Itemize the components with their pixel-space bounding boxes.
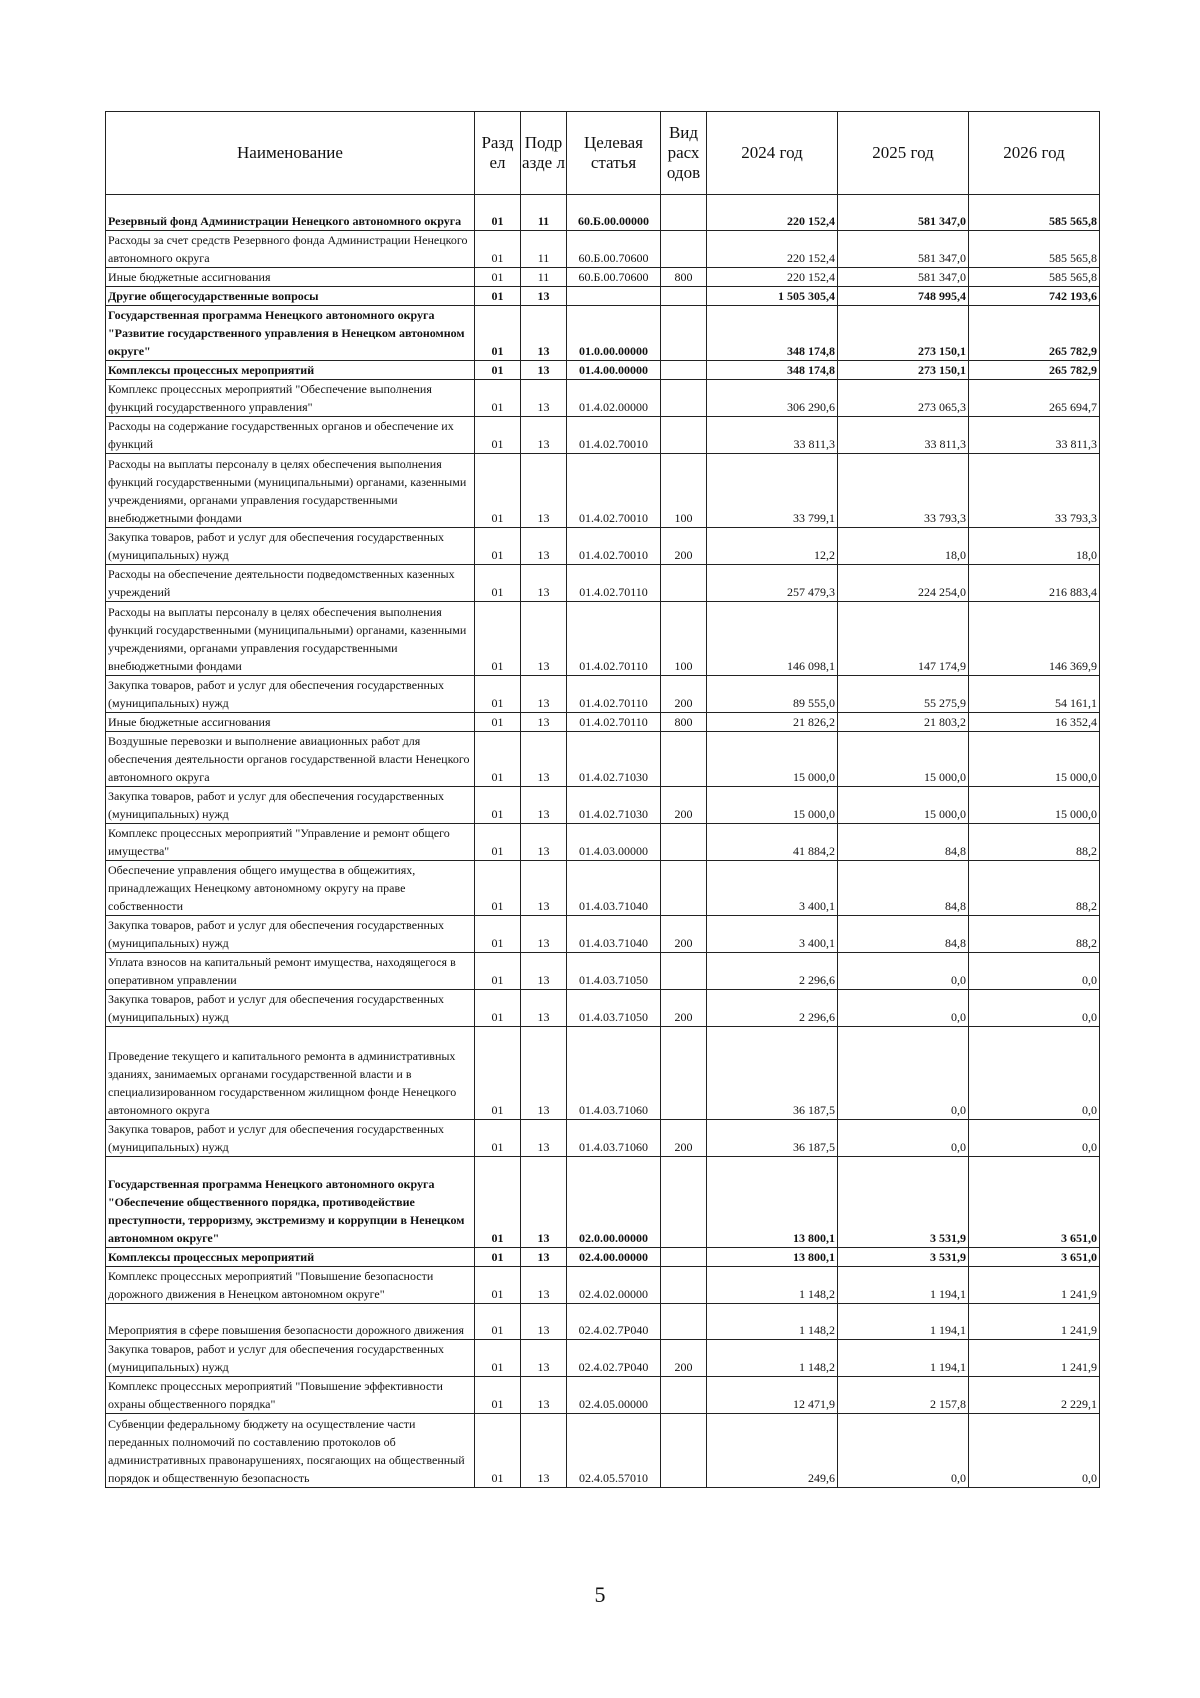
cell-year-2026: 146 369,9	[969, 602, 1100, 676]
cell-expense-type	[661, 306, 707, 361]
cell-expense-type: 800	[661, 268, 707, 287]
cell-subsection: 13	[521, 287, 567, 306]
table-row	[106, 824, 1100, 861]
cell-subsection: 13	[521, 565, 567, 602]
cell-target-article: 02.4.00.00000	[567, 1248, 661, 1267]
cell-name: Проведение текущего и капитального ремонта в административных зданиях, занимаемых органами государственной власти и в специализированном государственном жилищном фонде Ненецкого автономного округа	[106, 1027, 475, 1120]
cell-expense-type	[661, 1027, 707, 1120]
cell-expense-type	[661, 565, 707, 602]
cell-year-2025: 0,0	[838, 990, 969, 1027]
cell-year-2024: 21 826,2	[707, 713, 838, 732]
cell-target-article: 01.4.02.71030	[567, 732, 661, 787]
cell-subsection: 13	[521, 824, 567, 861]
cell-name: Воздушные перевозки и выполнение авиационных работ для обеспечения деятельности органов государственной власти Ненецкого автономного округа	[106, 732, 475, 787]
cell-section: 01	[475, 1340, 521, 1377]
cell-target-article: 01.4.03.71040	[567, 916, 661, 953]
cell-year-2025: 33 793,3	[838, 454, 969, 528]
cell-name: Комплекс процессных мероприятий "Управление и ремонт общего имущества"	[106, 824, 475, 861]
cell-target-article: 60.Б.00.70600	[567, 268, 661, 287]
cell-year-2025: 1 194,1	[838, 1304, 969, 1340]
cell-name: Расходы на содержание государственных органов и обеспечение их функций	[106, 417, 475, 454]
cell-section: 01	[475, 565, 521, 602]
table-row	[106, 417, 1100, 454]
table-row	[106, 1027, 1100, 1120]
cell-expense-type	[661, 861, 707, 916]
cell-name: Расходы на выплаты персоналу в целях обеспечения выполнения функций государственными (муниципальными) органами, казенными учреждениями, органами управления государственными внебюджетными фондами	[106, 454, 475, 528]
cell-year-2026: 0,0	[969, 953, 1100, 990]
cell-name: Субвенции федеральному бюджету на осуществление части переданных полномочий по составлению протоколов об административных правонарушениях, посягающих на общественный порядок и общественную безопасность	[106, 1414, 475, 1488]
cell-section: 01	[475, 1027, 521, 1120]
cell-name: Резервный фонд Администрации Ненецкого автономного округа	[106, 195, 475, 231]
table-row	[106, 1248, 1100, 1267]
header-subsection: Подр азде л	[521, 112, 567, 195]
table-row	[106, 565, 1100, 602]
cell-target-article: 02.4.02.7Р040	[567, 1340, 661, 1377]
cell-year-2024: 348 174,8	[707, 306, 838, 361]
cell-year-2026: 585 565,8	[969, 268, 1100, 287]
cell-target-article: 01.4.02.70110	[567, 602, 661, 676]
cell-year-2026: 216 883,4	[969, 565, 1100, 602]
cell-section: 01	[475, 1157, 521, 1248]
cell-subsection: 11	[521, 268, 567, 287]
cell-year-2024: 306 290,6	[707, 380, 838, 417]
cell-expense-type: 200	[661, 676, 707, 713]
table-row	[106, 787, 1100, 824]
cell-name: Закупка товаров, работ и услуг для обеспечения государственных (муниципальных) нужд	[106, 787, 475, 824]
cell-year-2026: 742 193,6	[969, 287, 1100, 306]
cell-subsection: 13	[521, 861, 567, 916]
cell-year-2026: 585 565,8	[969, 231, 1100, 268]
cell-year-2025: 2 157,8	[838, 1377, 969, 1414]
cell-section: 01	[475, 602, 521, 676]
cell-section: 01	[475, 953, 521, 990]
cell-year-2024: 1 505 305,4	[707, 287, 838, 306]
cell-expense-type: 200	[661, 1120, 707, 1157]
cell-year-2024: 146 098,1	[707, 602, 838, 676]
cell-year-2026: 88,2	[969, 824, 1100, 861]
cell-target-article: 02.0.00.00000	[567, 1157, 661, 1248]
cell-subsection: 13	[521, 1304, 567, 1340]
cell-year-2024: 12,2	[707, 528, 838, 565]
cell-section: 01	[475, 306, 521, 361]
table-row	[106, 1304, 1100, 1340]
cell-target-article: 60.Б.00.00000	[567, 195, 661, 231]
cell-expense-type	[661, 380, 707, 417]
cell-target-article: 01.4.03.00000	[567, 824, 661, 861]
cell-name: Обеспечение управления общего имущества в общежитиях, принадлежащих Ненецкому автономному округу на праве собственности	[106, 861, 475, 916]
cell-target-article: 01.4.03.71040	[567, 861, 661, 916]
cell-year-2024: 13 800,1	[707, 1248, 838, 1267]
cell-expense-type	[661, 195, 707, 231]
cell-name: Расходы на выплаты персоналу в целях обеспечения выполнения функций государственными (муниципальными) органами, казенными учреждениями, органами управления государственными внебюджетными фондами	[106, 602, 475, 676]
table-row	[106, 1377, 1100, 1414]
header-target-article: Целевая статья	[567, 112, 661, 195]
cell-target-article: 02.4.02.7Р040	[567, 1304, 661, 1340]
cell-section: 01	[475, 454, 521, 528]
cell-year-2025: 273 065,3	[838, 380, 969, 417]
cell-year-2024: 249,6	[707, 1414, 838, 1488]
cell-section: 01	[475, 713, 521, 732]
cell-year-2025: 55 275,9	[838, 676, 969, 713]
cell-year-2026: 15 000,0	[969, 732, 1100, 787]
cell-expense-type: 800	[661, 713, 707, 732]
cell-year-2025: 224 254,0	[838, 565, 969, 602]
cell-section: 01	[475, 1267, 521, 1304]
cell-year-2025: 0,0	[838, 1027, 969, 1120]
table-row	[106, 1157, 1100, 1248]
cell-expense-type	[661, 1377, 707, 1414]
cell-year-2024: 220 152,4	[707, 268, 838, 287]
cell-name: Закупка товаров, работ и услуг для обеспечения государственных (муниципальных) нужд	[106, 916, 475, 953]
table-row	[106, 287, 1100, 306]
cell-expense-type: 200	[661, 990, 707, 1027]
table-header-row	[106, 112, 1100, 195]
cell-year-2025: 18,0	[838, 528, 969, 565]
cell-year-2025: 1 194,1	[838, 1340, 969, 1377]
cell-year-2026: 88,2	[969, 861, 1100, 916]
cell-year-2024: 220 152,4	[707, 231, 838, 268]
cell-section: 01	[475, 1377, 521, 1414]
cell-year-2026: 585 565,8	[969, 195, 1100, 231]
cell-year-2026: 0,0	[969, 1027, 1100, 1120]
cell-expense-type	[661, 1157, 707, 1248]
table-row	[106, 732, 1100, 787]
table-row	[106, 1414, 1100, 1488]
cell-subsection: 13	[521, 1157, 567, 1248]
cell-name: Иные бюджетные ассигнования	[106, 713, 475, 732]
table-body	[106, 195, 1100, 1488]
cell-name: Иные бюджетные ассигнования	[106, 268, 475, 287]
cell-year-2024: 41 884,2	[707, 824, 838, 861]
cell-expense-type	[661, 953, 707, 990]
cell-name: Комплекс процессных мероприятий "Обеспечение выполнения функций государственного управления"	[106, 380, 475, 417]
cell-year-2024: 12 471,9	[707, 1377, 838, 1414]
cell-year-2026: 1 241,9	[969, 1340, 1100, 1377]
cell-year-2026: 2 229,1	[969, 1377, 1100, 1414]
cell-year-2025: 147 174,9	[838, 602, 969, 676]
cell-year-2024: 257 479,3	[707, 565, 838, 602]
table-row	[106, 528, 1100, 565]
cell-year-2026: 0,0	[969, 990, 1100, 1027]
cell-year-2024: 1 148,2	[707, 1304, 838, 1340]
cell-subsection: 13	[521, 1248, 567, 1267]
cell-name: Закупка товаров, работ и услуг для обеспечения государственных (муниципальных) нужд	[106, 1120, 475, 1157]
cell-year-2026: 88,2	[969, 916, 1100, 953]
cell-target-article: 01.4.03.71060	[567, 1120, 661, 1157]
cell-year-2026: 54 161,1	[969, 676, 1100, 713]
cell-year-2025: 84,8	[838, 861, 969, 916]
cell-section: 01	[475, 417, 521, 454]
header-year-2025: 2025 год	[838, 112, 969, 195]
cell-subsection: 13	[521, 732, 567, 787]
cell-section: 01	[475, 380, 521, 417]
cell-subsection: 13	[521, 1414, 567, 1488]
cell-year-2026: 3 651,0	[969, 1248, 1100, 1267]
cell-year-2025: 15 000,0	[838, 787, 969, 824]
cell-year-2024: 2 296,6	[707, 953, 838, 990]
cell-year-2026: 0,0	[969, 1414, 1100, 1488]
cell-year-2025: 581 347,0	[838, 268, 969, 287]
cell-expense-type	[661, 1248, 707, 1267]
cell-section: 01	[475, 287, 521, 306]
cell-subsection: 13	[521, 528, 567, 565]
cell-subsection: 13	[521, 1267, 567, 1304]
cell-subsection: 13	[521, 713, 567, 732]
cell-year-2026: 15 000,0	[969, 787, 1100, 824]
cell-year-2026: 18,0	[969, 528, 1100, 565]
table-row	[106, 861, 1100, 916]
header-name: Наименование	[106, 112, 475, 195]
cell-expense-type	[661, 417, 707, 454]
cell-expense-type	[661, 231, 707, 268]
cell-year-2024: 1 148,2	[707, 1340, 838, 1377]
cell-year-2026: 0,0	[969, 1120, 1100, 1157]
table-row	[106, 361, 1100, 380]
cell-year-2025: 581 347,0	[838, 231, 969, 268]
cell-year-2025: 84,8	[838, 824, 969, 861]
cell-expense-type	[661, 1304, 707, 1340]
cell-subsection: 13	[521, 602, 567, 676]
cell-section: 01	[475, 824, 521, 861]
cell-target-article: 01.0.00.00000	[567, 306, 661, 361]
table-row	[106, 953, 1100, 990]
table-row	[106, 916, 1100, 953]
cell-section: 01	[475, 268, 521, 287]
cell-target-article: 60.Б.00.70600	[567, 231, 661, 268]
cell-section: 01	[475, 787, 521, 824]
header-expense-type: Вид расх одов	[661, 112, 707, 195]
cell-name: Комплекс процессных мероприятий "Повышение эффективности охраны общественного порядка"	[106, 1377, 475, 1414]
cell-target-article: 01.4.03.71050	[567, 953, 661, 990]
cell-name: Комплексы процессных мероприятий	[106, 1248, 475, 1267]
cell-year-2025: 273 150,1	[838, 306, 969, 361]
cell-year-2026: 33 793,3	[969, 454, 1100, 528]
cell-name: Закупка товаров, работ и услуг для обеспечения государственных (муниципальных) нужд	[106, 528, 475, 565]
cell-subsection: 13	[521, 417, 567, 454]
table-row	[106, 676, 1100, 713]
table-row	[106, 268, 1100, 287]
cell-expense-type: 100	[661, 602, 707, 676]
cell-expense-type	[661, 1414, 707, 1488]
cell-year-2025: 21 803,2	[838, 713, 969, 732]
cell-year-2025: 0,0	[838, 1414, 969, 1488]
cell-year-2026: 265 694,7	[969, 380, 1100, 417]
cell-name: Закупка товаров, работ и услуг для обеспечения государственных (муниципальных) нужд	[106, 1340, 475, 1377]
cell-year-2025: 0,0	[838, 1120, 969, 1157]
cell-year-2024: 33 799,1	[707, 454, 838, 528]
cell-year-2026: 1 241,9	[969, 1304, 1100, 1340]
cell-expense-type: 200	[661, 528, 707, 565]
cell-year-2024: 36 187,5	[707, 1120, 838, 1157]
cell-subsection: 13	[521, 380, 567, 417]
cell-section: 01	[475, 732, 521, 787]
table-row	[106, 1267, 1100, 1304]
cell-year-2026: 16 352,4	[969, 713, 1100, 732]
cell-subsection: 13	[521, 1377, 567, 1414]
cell-name: Закупка товаров, работ и услуг для обеспечения государственных (муниципальных) нужд	[106, 990, 475, 1027]
cell-year-2024: 13 800,1	[707, 1157, 838, 1248]
header-year-2024: 2024 год	[707, 112, 838, 195]
cell-section: 01	[475, 528, 521, 565]
cell-expense-type	[661, 1267, 707, 1304]
cell-year-2024: 33 811,3	[707, 417, 838, 454]
cell-target-article: 02.4.05.57010	[567, 1414, 661, 1488]
cell-year-2025: 84,8	[838, 916, 969, 953]
cell-year-2024: 2 296,6	[707, 990, 838, 1027]
cell-year-2024: 220 152,4	[707, 195, 838, 231]
cell-year-2025: 3 531,9	[838, 1157, 969, 1248]
header-year-2026: 2026 год	[969, 112, 1100, 195]
cell-section: 01	[475, 861, 521, 916]
cell-subsection: 13	[521, 676, 567, 713]
cell-name: Комплекс процессных мероприятий "Повышение безопасности дорожного движения в Ненецком автономном округе"	[106, 1267, 475, 1304]
cell-section: 01	[475, 1120, 521, 1157]
cell-year-2026: 265 782,9	[969, 306, 1100, 361]
cell-target-article	[567, 287, 661, 306]
cell-year-2025: 581 347,0	[838, 195, 969, 231]
cell-section: 01	[475, 1414, 521, 1488]
cell-subsection: 13	[521, 1120, 567, 1157]
cell-name: Мероприятия в сфере повышения безопасности дорожного движения	[106, 1304, 475, 1340]
cell-section: 01	[475, 195, 521, 231]
table-row	[106, 713, 1100, 732]
cell-year-2024: 15 000,0	[707, 732, 838, 787]
cell-year-2024: 348 174,8	[707, 361, 838, 380]
cell-name: Расходы на обеспечение деятельности подведомственных казенных учреждений	[106, 565, 475, 602]
cell-year-2025: 15 000,0	[838, 732, 969, 787]
table-row	[106, 380, 1100, 417]
cell-year-2026: 33 811,3	[969, 417, 1100, 454]
cell-section: 01	[475, 676, 521, 713]
cell-target-article: 01.4.02.70110	[567, 713, 661, 732]
cell-target-article: 01.4.02.00000	[567, 380, 661, 417]
cell-year-2024: 3 400,1	[707, 916, 838, 953]
cell-expense-type	[661, 361, 707, 380]
cell-expense-type: 200	[661, 916, 707, 953]
cell-year-2025: 0,0	[838, 953, 969, 990]
cell-subsection: 13	[521, 361, 567, 380]
cell-target-article: 01.4.02.70110	[567, 676, 661, 713]
cell-year-2025: 1 194,1	[838, 1267, 969, 1304]
cell-expense-type	[661, 287, 707, 306]
cell-year-2024: 3 400,1	[707, 861, 838, 916]
cell-target-article: 01.4.02.70110	[567, 565, 661, 602]
cell-name: Государственная программа Ненецкого автономного округа "Развитие государственного управления в Ненецком автономном округе"	[106, 306, 475, 361]
cell-subsection: 13	[521, 916, 567, 953]
cell-subsection: 13	[521, 1340, 567, 1377]
cell-year-2025: 3 531,9	[838, 1248, 969, 1267]
table-row	[106, 990, 1100, 1027]
cell-target-article: 01.4.02.70010	[567, 454, 661, 528]
cell-year-2025: 33 811,3	[838, 417, 969, 454]
cell-target-article: 01.4.02.70010	[567, 528, 661, 565]
cell-expense-type: 200	[661, 1340, 707, 1377]
page-number: 5	[594, 1582, 606, 1607]
cell-expense-type	[661, 824, 707, 861]
cell-year-2026: 3 651,0	[969, 1157, 1100, 1248]
cell-section: 01	[475, 1304, 521, 1340]
cell-expense-type: 100	[661, 454, 707, 528]
cell-expense-type: 200	[661, 787, 707, 824]
cell-subsection: 13	[521, 990, 567, 1027]
cell-name: Другие общегосударственные вопросы	[106, 287, 475, 306]
cell-section: 01	[475, 916, 521, 953]
cell-expense-type	[661, 732, 707, 787]
cell-section: 01	[475, 231, 521, 268]
cell-year-2025: 748 995,4	[838, 287, 969, 306]
cell-target-article: 01.4.02.70010	[567, 417, 661, 454]
cell-target-article: 02.4.05.00000	[567, 1377, 661, 1414]
cell-subsection: 13	[521, 306, 567, 361]
cell-year-2025: 273 150,1	[838, 361, 969, 380]
cell-subsection: 13	[521, 787, 567, 824]
cell-name: Закупка товаров, работ и услуг для обеспечения государственных (муниципальных) нужд	[106, 676, 475, 713]
budget-table	[105, 111, 1100, 1488]
cell-section: 01	[475, 990, 521, 1027]
cell-target-article: 02.4.02.00000	[567, 1267, 661, 1304]
cell-subsection: 11	[521, 195, 567, 231]
cell-name: Комплексы процессных мероприятий	[106, 361, 475, 380]
cell-year-2026: 1 241,9	[969, 1267, 1100, 1304]
cell-section: 01	[475, 361, 521, 380]
cell-section: 01	[475, 1248, 521, 1267]
table-row	[106, 602, 1100, 676]
table-row	[106, 1340, 1100, 1377]
cell-year-2024: 15 000,0	[707, 787, 838, 824]
cell-subsection: 13	[521, 953, 567, 990]
cell-year-2024: 36 187,5	[707, 1027, 838, 1120]
cell-year-2026: 265 782,9	[969, 361, 1100, 380]
table-row	[106, 454, 1100, 528]
cell-subsection: 13	[521, 454, 567, 528]
cell-subsection: 13	[521, 1027, 567, 1120]
cell-subsection: 11	[521, 231, 567, 268]
header-section: Разд ел	[475, 112, 521, 195]
cell-name: Государственная программа Ненецкого автономного округа "Обеспечение общественного порядка, противодействие преступности, терроризму, экстремизму и коррупции в Ненецком автономном округе"	[106, 1157, 475, 1248]
cell-name: Расходы за счет средств Резервного фонда Администрации Ненецкого автономного округа	[106, 231, 475, 268]
cell-target-article: 01.4.03.71050	[567, 990, 661, 1027]
table-row	[106, 231, 1100, 268]
table-row	[106, 195, 1100, 231]
cell-target-article: 01.4.00.00000	[567, 361, 661, 380]
cell-year-2024: 89 555,0	[707, 676, 838, 713]
table-row	[106, 306, 1100, 361]
table-row	[106, 1120, 1100, 1157]
cell-target-article: 01.4.03.71060	[567, 1027, 661, 1120]
cell-target-article: 01.4.02.71030	[567, 787, 661, 824]
cell-year-2024: 1 148,2	[707, 1267, 838, 1304]
cell-name: Уплата взносов на капитальный ремонт имущества, находящегося в оперативном управлении	[106, 953, 475, 990]
